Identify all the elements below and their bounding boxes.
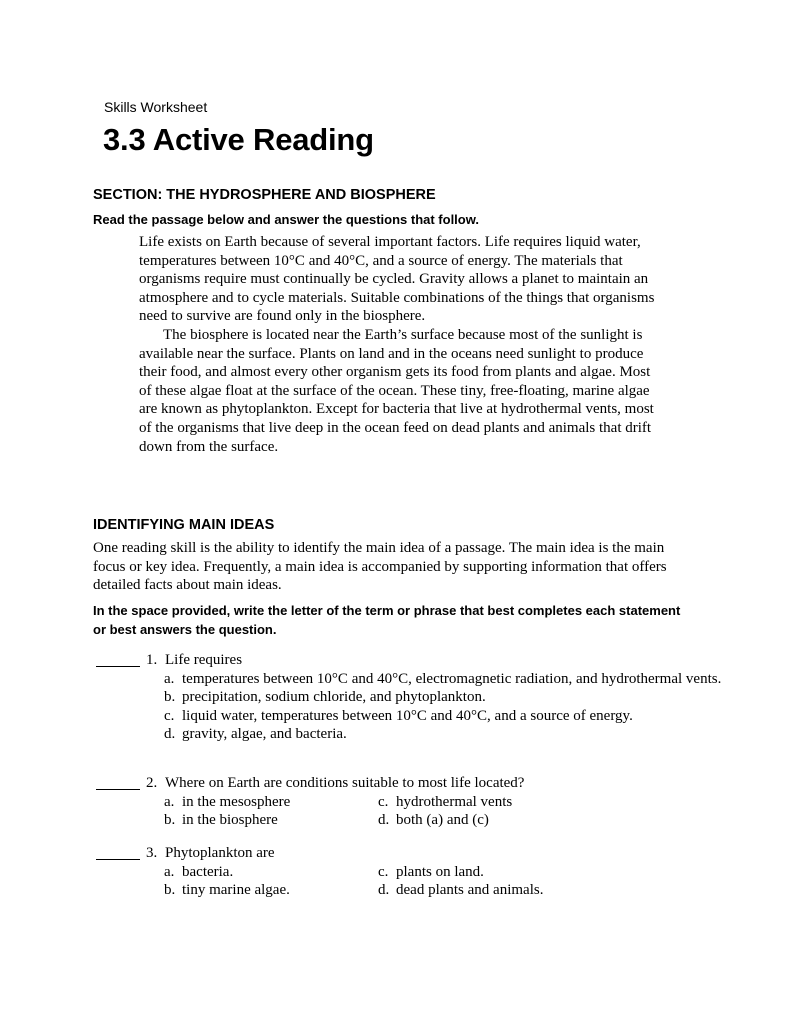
question-stem: Where on Earth are conditions suitable to most life located? (165, 775, 525, 791)
choice-text: liquid water, temperatures between 10°C and 40°C, and a source of energy. (182, 707, 633, 724)
choice-c (164, 707, 736, 726)
passage-instruction: Read the passage below and answer the questions that follow. (93, 212, 479, 227)
question-2 (96, 774, 736, 830)
choice-list (164, 670, 736, 744)
question-number: 1. (146, 652, 158, 668)
choice-letter: b. (164, 882, 176, 899)
choice-c (378, 793, 608, 812)
choice-d (378, 811, 608, 830)
choice-letter: d. (378, 812, 390, 829)
choice-a (164, 863, 378, 882)
choice-a (164, 670, 736, 689)
question-3 (96, 844, 736, 900)
answer-blank-3[interactable] (96, 845, 140, 860)
choice-text: plants on land. (396, 863, 484, 880)
choice-letter: c. (378, 863, 389, 880)
question-number: 3. (146, 845, 158, 861)
section-heading: SECTION: THE HYDROSPHERE AND BIOSPHERE (93, 187, 436, 203)
choice-text: precipitation, sodium chloride, and phytoplankton. (182, 689, 486, 706)
answer-blank-2[interactable] (96, 775, 140, 790)
answer-blank-1[interactable] (96, 652, 140, 667)
choice-text: hydrothermal vents (396, 793, 513, 810)
question-stem: Phytoplankton are (165, 845, 275, 861)
choice-letter: a. (164, 793, 175, 810)
choice-text: temperatures between 10°C and 40°C, electromagnetic radiation, and hydrothermal vents. (182, 670, 722, 687)
question-stem: Life requires (165, 652, 243, 668)
choice-letter: a. (164, 670, 175, 687)
choice-letter: d. (378, 882, 390, 899)
page-title: 3.3 Active Reading (103, 122, 374, 157)
choice-grid (164, 863, 736, 900)
choice-b (164, 881, 378, 900)
choice-text: tiny marine algae. (182, 882, 290, 899)
passage-paragraph-2: The biosphere is located near the Earth’s surface because most of the sunlight is available near the surface. Plants on land and in the oceans need sunlight to produce their food, and almost every other organism gets its food from plants and algae. Most of these algae float at the surface of the ocean. These tiny, free-floating, marine algae are known as phytoplankton. Except for bacteria that live at hydrothermal vents, most of the organisms that live deep in the ocean feed on dead plants and animals that drift down from the surface. (139, 326, 654, 455)
choice-text: dead plants and animals. (396, 882, 544, 899)
choice-text: gravity, algae, and bacteria. (182, 726, 347, 743)
choice-letter: c. (378, 793, 389, 810)
choice-letter: c. (164, 707, 175, 724)
reading-passage (139, 233, 659, 456)
choice-d (378, 881, 608, 900)
question-number: 2. (146, 775, 158, 791)
choice-letter: a. (164, 863, 175, 880)
choice-b (164, 688, 736, 707)
choice-text: bacteria. (182, 863, 234, 880)
main-ideas-intro: One reading skill is the ability to identify the main idea of a passage. The main idea is the main focus or key idea. Frequently, a main idea is accompanied by supporting information that offers detailed facts about main ideas. (93, 540, 667, 594)
choice-c (378, 863, 608, 882)
choice-letter: b. (164, 689, 176, 706)
worksheet-kicker: Skills Worksheet (104, 99, 208, 115)
questions-instruction: In the space provided, write the letter of the term or phrase that best completes each statement or best answers the question. (93, 603, 681, 637)
choice-letter: b. (164, 812, 176, 829)
choice-letter: d. (164, 726, 176, 743)
main-ideas-heading: IDENTIFYING MAIN IDEAS (93, 517, 275, 533)
choice-d (164, 725, 736, 744)
choice-grid (164, 793, 736, 830)
choice-text: in the mesosphere (182, 793, 291, 810)
choice-a (164, 793, 378, 812)
passage-paragraph-1: Life exists on Earth because of several important factors. Life requires liquid water, temperatures between 10°C and 40°C, and a source of energy. The materials that organisms require must continually be cycled. Gravity allows a planet to maintain an atmosphere and to cycle materials. Suitable combinations of the things that organisms need to survive are found only in the biosphere. (139, 234, 655, 325)
choice-text: in the biosphere (182, 812, 278, 829)
choice-text: both (a) and (c) (396, 812, 489, 829)
choice-b (164, 811, 378, 830)
question-1 (96, 651, 736, 744)
